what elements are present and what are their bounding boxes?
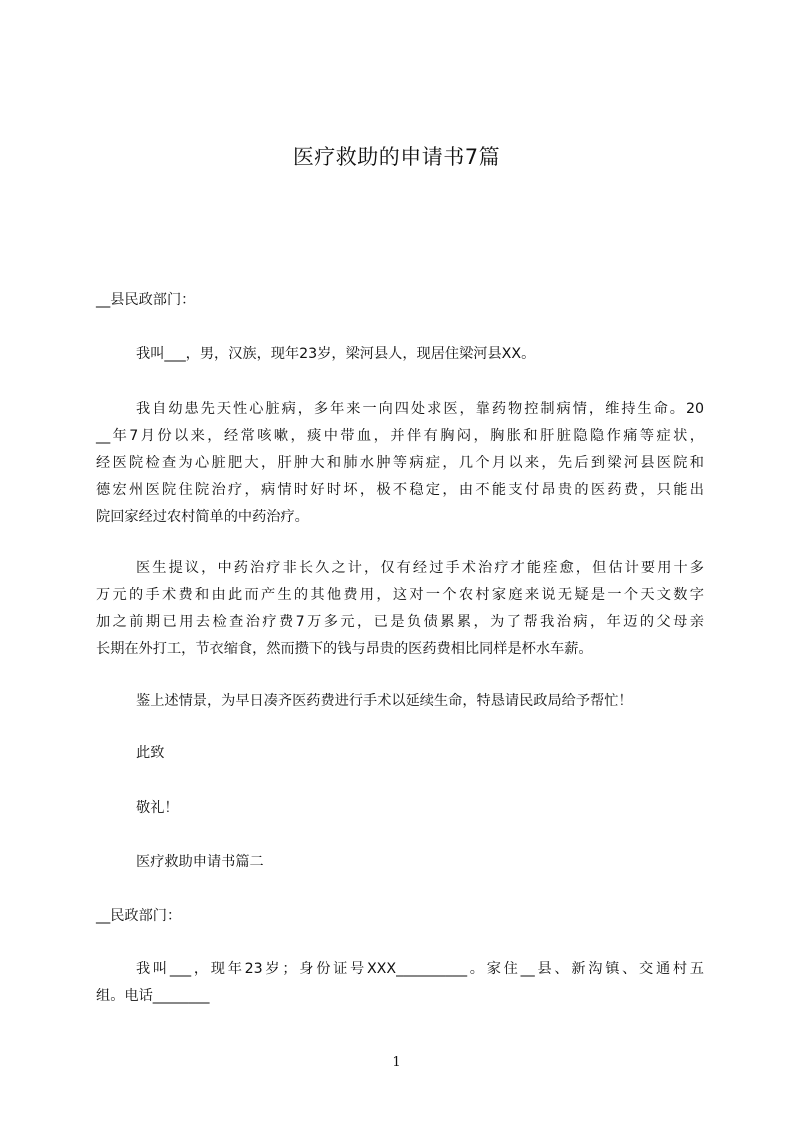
paragraph-line: 德宏州医院住院治疗，病情时好时坏，极不稳定，由不能支付昂贵的医药费，只能出 — [96, 482, 704, 498]
paragraph-line: 组。电话________ — [96, 988, 210, 1004]
request-line: 鉴上述情景，为早日凑齐医药费进行手术以延续生命，特恳请民政局给予帮忙！ — [136, 693, 633, 709]
paragraph-line: 长期在外打工，节衣缩食，然而攒下的钱与昂贵的医药费相比同样是杯水车薪。 — [96, 641, 593, 657]
paragraph-line: 我叫___，现年23岁；身份证号XXX__________。家住__县、新沟镇、交通村五 — [136, 961, 704, 977]
paragraph-line: 经医院检查为心脏肥大，肝肿大和肺水肿等病症，几个月以来，先后到梁河县医院和 — [96, 455, 704, 471]
section-heading: 医疗救助申请书篇二 — [136, 854, 264, 870]
paragraph-line: __年7月份以来，经常咳嗽，痰中带血，并伴有胸闷，胸胀和肝脏隐隐作痛等症状， — [96, 428, 704, 444]
closing-jingli: 敬礼！ — [136, 800, 179, 816]
paragraph-line: 加之前期已用去检查治疗费7万多元，已是负债累累，为了帮我治病，年迈的父母亲 — [96, 614, 704, 630]
paragraph-doctor-advice — [96, 555, 704, 663]
closing-cizhi: 此致 — [136, 745, 165, 761]
paragraph-line: 医生提议，中药治疗非长久之计，仅有经过手术治疗才能痊愈，但估计要用十多 — [136, 560, 704, 576]
page-number: 1 — [392, 1055, 401, 1070]
intro-line: 我叫___，男，汉族，现年23岁，梁河县人，现居住梁河县XX。 — [136, 346, 536, 362]
paragraph-line: 院回家经过农村简单的中药治疗。 — [96, 509, 309, 525]
paragraph-line: 我自幼患先天性心脏病，多年来一向四处求医，靠药物控制病情，维持生命。20 — [136, 401, 704, 417]
paragraph-applicant-info — [96, 956, 704, 1010]
paragraph-illness — [96, 396, 704, 531]
paragraph-line: 万元的手术费和由此而产生的其他费用，这对一个农村家庭来说无疑是一个天文数字 — [96, 587, 704, 603]
document-title: 医疗救助的申请书7篇 — [292, 145, 501, 169]
salutation: __民政部门： — [96, 908, 182, 924]
salutation: __县民政部门： — [96, 292, 196, 308]
